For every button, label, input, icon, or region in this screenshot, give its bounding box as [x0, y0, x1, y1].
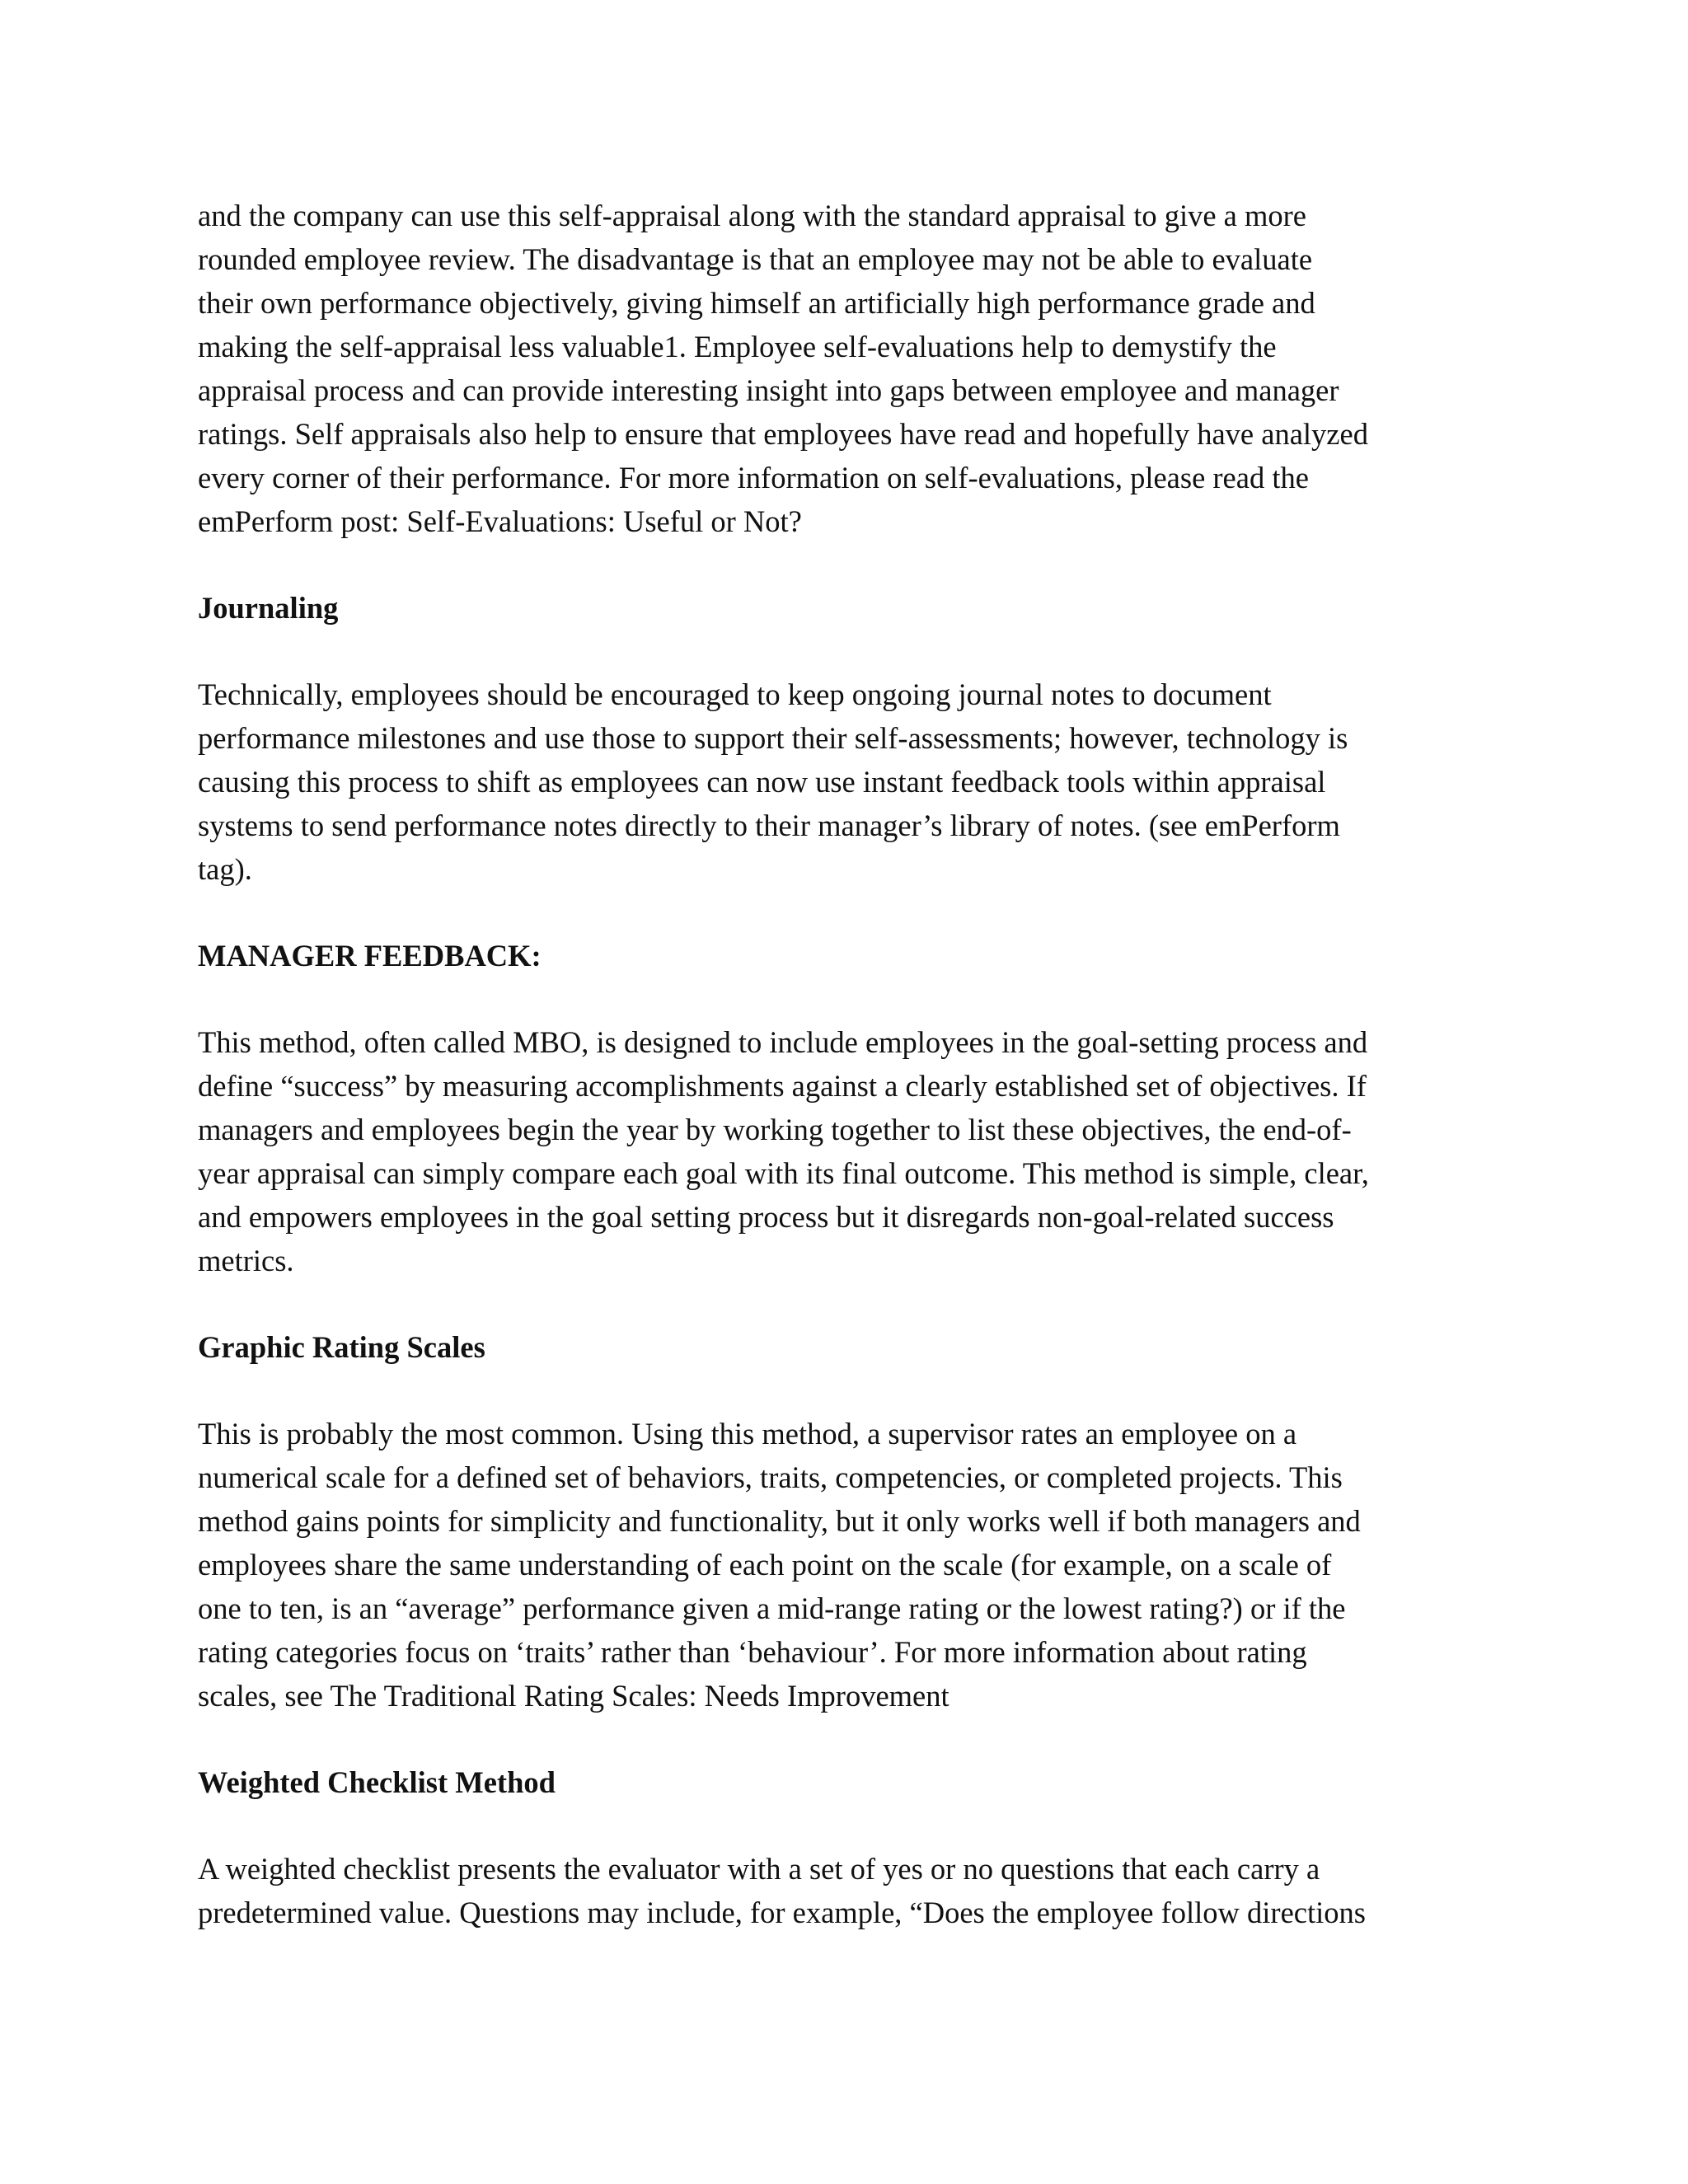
intro-paragraph [198, 194, 1500, 543]
text-line: scales, see The Traditional Rating Scales: Needs Improvement [198, 1679, 950, 1713]
document-page [198, 194, 1500, 1977]
text-line: systems to send performance notes directly to their manager’s library of notes. (see emPerform [198, 808, 1340, 842]
text-line: employees share the same understanding of each point on the scale (for example, on a scale of [198, 1548, 1332, 1582]
text-line: making the self-appraisal less valuable1. Employee self-evaluations help to demystify the [198, 330, 1277, 363]
text-line: and empowers employees in the goal setting process but it disregards non-goal-related success [198, 1200, 1334, 1234]
text-line: numerical scale for a defined set of behaviors, traits, competencies, or completed projects. This [198, 1460, 1343, 1494]
journaling-paragraph [198, 673, 1500, 891]
text-line: ratings. Self appraisals also help to ensure that employees have read and hopefully have analyzed [198, 417, 1368, 451]
text-line: rounded employee review. The disadvantage is that an employee may not be able to evaluate [198, 242, 1313, 276]
text-line: method gains points for simplicity and functionality, but it only works well if both managers and [198, 1504, 1361, 1538]
text-line: performance milestones and use those to support their self-assessments; however, technology is [198, 721, 1348, 755]
text-line: emPerform post: Self-Evaluations: Useful or Not? [198, 504, 802, 538]
text-line: one to ten, is an “average” performance given a mid-range rating or the lowest rating?) or if the [198, 1591, 1346, 1625]
text-line: year appraisal can simply compare each goal with its final outcome. This method is simple, clear, [198, 1156, 1369, 1190]
text-line: Technically, employees should be encouraged to keep ongoing journal notes to document [198, 677, 1272, 711]
text-line: This method, often called MBO, is designed to include employees in the goal-setting process and [198, 1025, 1368, 1059]
weighted-checklist-paragraph [198, 1847, 1500, 1934]
text-line: rating categories focus on ‘traits’ rather than ‘behaviour’. For more information about rating [198, 1635, 1307, 1669]
text-line: causing this process to shift as employees can now use instant feedback tools within appraisal [198, 765, 1326, 799]
text-line: tag). [198, 852, 252, 886]
text-line: managers and employees begin the year by working together to list these objectives, the end-of- [198, 1113, 1352, 1146]
text-line: predetermined value. Questions may include, for example, “Does the employee follow directions [198, 1896, 1366, 1929]
manager-feedback-paragraph [198, 1020, 1500, 1282]
section-heading-journaling: Journaling [198, 591, 339, 625]
text-line: appraisal process and can provide interesting insight into gaps between employee and manager [198, 373, 1339, 407]
text-line: This is probably the most common. Using this method, a supervisor rates an employee on a [198, 1417, 1297, 1451]
text-line: every corner of their performance. For more information on self-evaluations, please read the [198, 461, 1309, 494]
text-line: define “success” by measuring accomplishments against a clearly established set of objectives. If [198, 1069, 1367, 1103]
section-heading-manager-feedback: MANAGER FEEDBACK: [198, 939, 542, 972]
section-heading-graphic-rating-scales: Graphic Rating Scales [198, 1330, 485, 1364]
graphic-rating-scales-paragraph [198, 1412, 1500, 1718]
section-heading-weighted-checklist: Weighted Checklist Method [198, 1765, 556, 1799]
text-line: A weighted checklist presents the evaluator with a set of yes or no questions that each carry a [198, 1852, 1320, 1886]
text-line: and the company can use this self-appraisal along with the standard appraisal to give a more [198, 199, 1306, 232]
text-line: their own performance objectively, giving himself an artificially high performance grade and [198, 286, 1315, 320]
text-line: metrics. [198, 1244, 294, 1277]
